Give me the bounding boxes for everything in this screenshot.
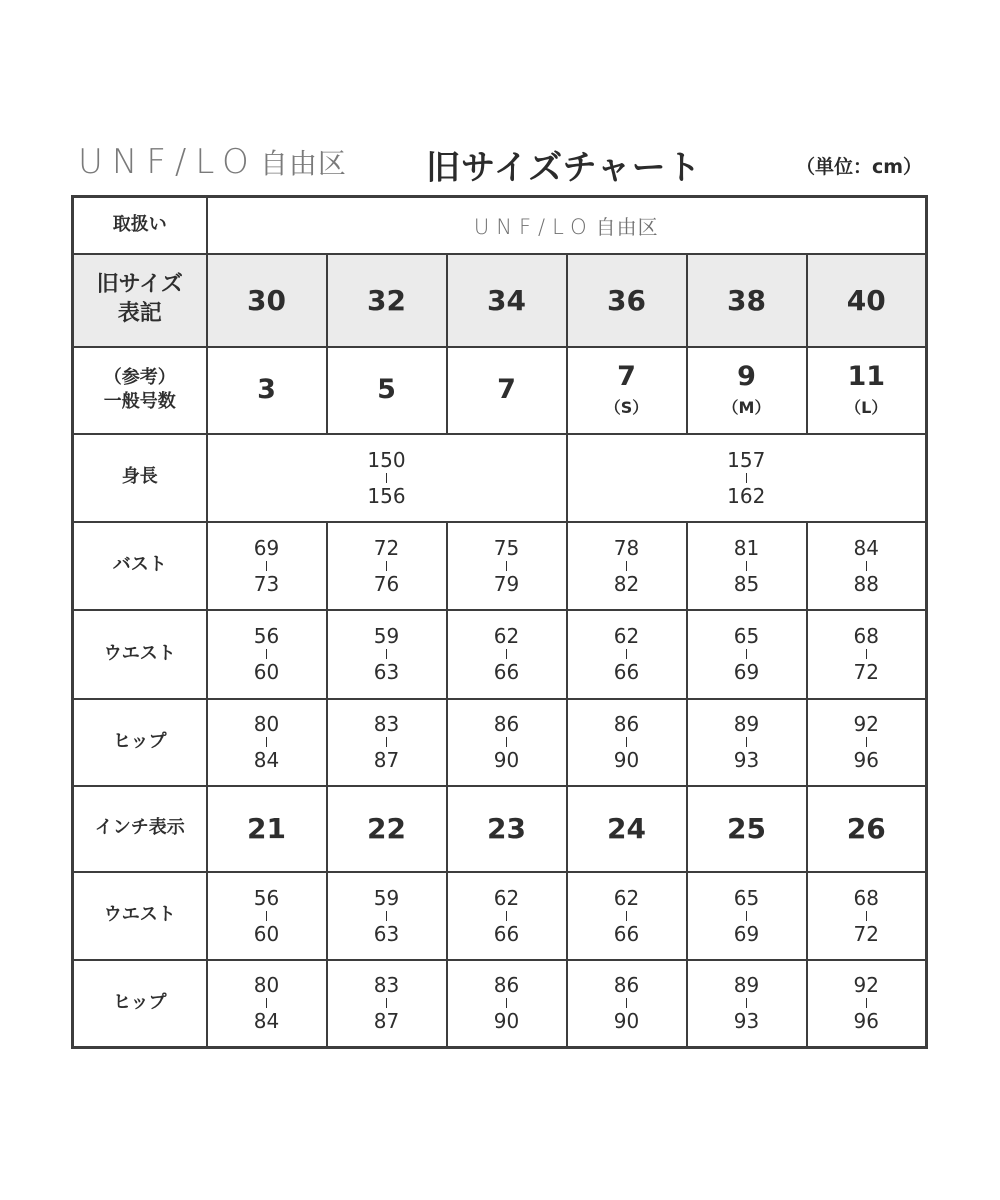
bust-range-cell: 78 82 bbox=[567, 522, 687, 610]
reference-size-cell: 9 （M） bbox=[687, 347, 807, 434]
size-chart-table bbox=[71, 195, 928, 1049]
bust-range-cell: 84 88 bbox=[807, 522, 927, 610]
hip-row bbox=[73, 699, 927, 786]
brand-name: UNF/LO 自由区 bbox=[473, 214, 659, 239]
inch-row bbox=[73, 786, 927, 872]
brand-logo-text: UNF/LO bbox=[78, 142, 258, 182]
row-label-old-size: 旧サイズ 表記 bbox=[73, 254, 207, 347]
hip-range-cell: 92 96 bbox=[807, 699, 927, 786]
inch-waist-range-cell: 62 66 bbox=[447, 872, 567, 960]
row-label-bust: バスト bbox=[73, 522, 207, 610]
hip-range-cell: 86 90 bbox=[567, 699, 687, 786]
row-label-inch-waist: ウエスト bbox=[73, 872, 207, 960]
inch-hip-range-cell: 86 90 bbox=[447, 960, 567, 1048]
reference-size-cell: 5 bbox=[327, 347, 447, 434]
height-row bbox=[73, 434, 927, 522]
chart-header bbox=[72, 138, 924, 188]
inch-hip-range-cell: 86 90 bbox=[567, 960, 687, 1048]
page-title: 旧サイズチャート bbox=[426, 148, 702, 188]
old-size-cell: 32 bbox=[327, 254, 447, 347]
old-size-row bbox=[73, 254, 927, 347]
brand-logo bbox=[78, 142, 347, 182]
old-size-cell: 38 bbox=[687, 254, 807, 347]
old-size-cell: 30 bbox=[207, 254, 327, 347]
row-label-inch: インチ表示 bbox=[73, 786, 207, 872]
row-label-height: 身長 bbox=[73, 434, 207, 522]
inch-hip-range-cell: 83 87 bbox=[327, 960, 447, 1048]
hip-range-cell: 89 93 bbox=[687, 699, 807, 786]
reference-size-cell: 11 （L） bbox=[807, 347, 927, 434]
brand-cell bbox=[207, 197, 927, 254]
reference-size-cell: 7 （S） bbox=[567, 347, 687, 434]
reference-size-row bbox=[73, 347, 927, 434]
brand-row bbox=[73, 197, 927, 254]
inch-waist-row bbox=[73, 872, 927, 960]
inch-hip-range-cell: 92 96 bbox=[807, 960, 927, 1048]
row-label-waist: ウエスト bbox=[73, 610, 207, 699]
row-label-brand: 取扱い bbox=[73, 197, 207, 254]
inch-hip-range-cell: 80 84 bbox=[207, 960, 327, 1048]
row-label-hip: ヒップ bbox=[73, 699, 207, 786]
old-size-cell: 36 bbox=[567, 254, 687, 347]
waist-range-cell: 68 72 bbox=[807, 610, 927, 699]
inch-waist-range-cell: 59 63 bbox=[327, 872, 447, 960]
inch-waist-range-cell: 68 72 bbox=[807, 872, 927, 960]
inch-hip-row bbox=[73, 960, 927, 1048]
reference-size-cell: 7 bbox=[447, 347, 567, 434]
inch-size-cell: 21 bbox=[207, 786, 327, 872]
inch-waist-range-cell: 56 60 bbox=[207, 872, 327, 960]
unit-note: （単位：cm） bbox=[795, 156, 922, 178]
bust-range-cell: 69 73 bbox=[207, 522, 327, 610]
hip-range-cell: 80 84 bbox=[207, 699, 327, 786]
bust-range-cell: 75 79 bbox=[447, 522, 567, 610]
brand-logo-kanji: 自由区 bbox=[259, 147, 347, 180]
inch-size-cell: 26 bbox=[807, 786, 927, 872]
waist-range-cell: 56 60 bbox=[207, 610, 327, 699]
height-range-cell: 157 162 bbox=[567, 434, 927, 522]
old-size-cell: 34 bbox=[447, 254, 567, 347]
waist-row bbox=[73, 610, 927, 699]
bust-range-cell: 72 76 bbox=[327, 522, 447, 610]
hip-range-cell: 83 87 bbox=[327, 699, 447, 786]
bust-range-cell: 81 85 bbox=[687, 522, 807, 610]
waist-range-cell: 65 69 bbox=[687, 610, 807, 699]
inch-size-cell: 25 bbox=[687, 786, 807, 872]
waist-range-cell: 62 66 bbox=[567, 610, 687, 699]
reference-size-cell: 3 bbox=[207, 347, 327, 434]
inch-waist-range-cell: 62 66 bbox=[567, 872, 687, 960]
hip-range-cell: 86 90 bbox=[447, 699, 567, 786]
waist-range-cell: 62 66 bbox=[447, 610, 567, 699]
inch-size-cell: 23 bbox=[447, 786, 567, 872]
old-size-cell: 40 bbox=[807, 254, 927, 347]
waist-range-cell: 59 63 bbox=[327, 610, 447, 699]
row-label-reference: （参考） 一般号数 bbox=[73, 347, 207, 434]
height-range-cell: 150 156 bbox=[207, 434, 567, 522]
bust-row bbox=[73, 522, 927, 610]
inch-size-cell: 24 bbox=[567, 786, 687, 872]
inch-hip-range-cell: 89 93 bbox=[687, 960, 807, 1048]
inch-size-cell: 22 bbox=[327, 786, 447, 872]
inch-waist-range-cell: 65 69 bbox=[687, 872, 807, 960]
row-label-inch-hip: ヒップ bbox=[73, 960, 207, 1048]
